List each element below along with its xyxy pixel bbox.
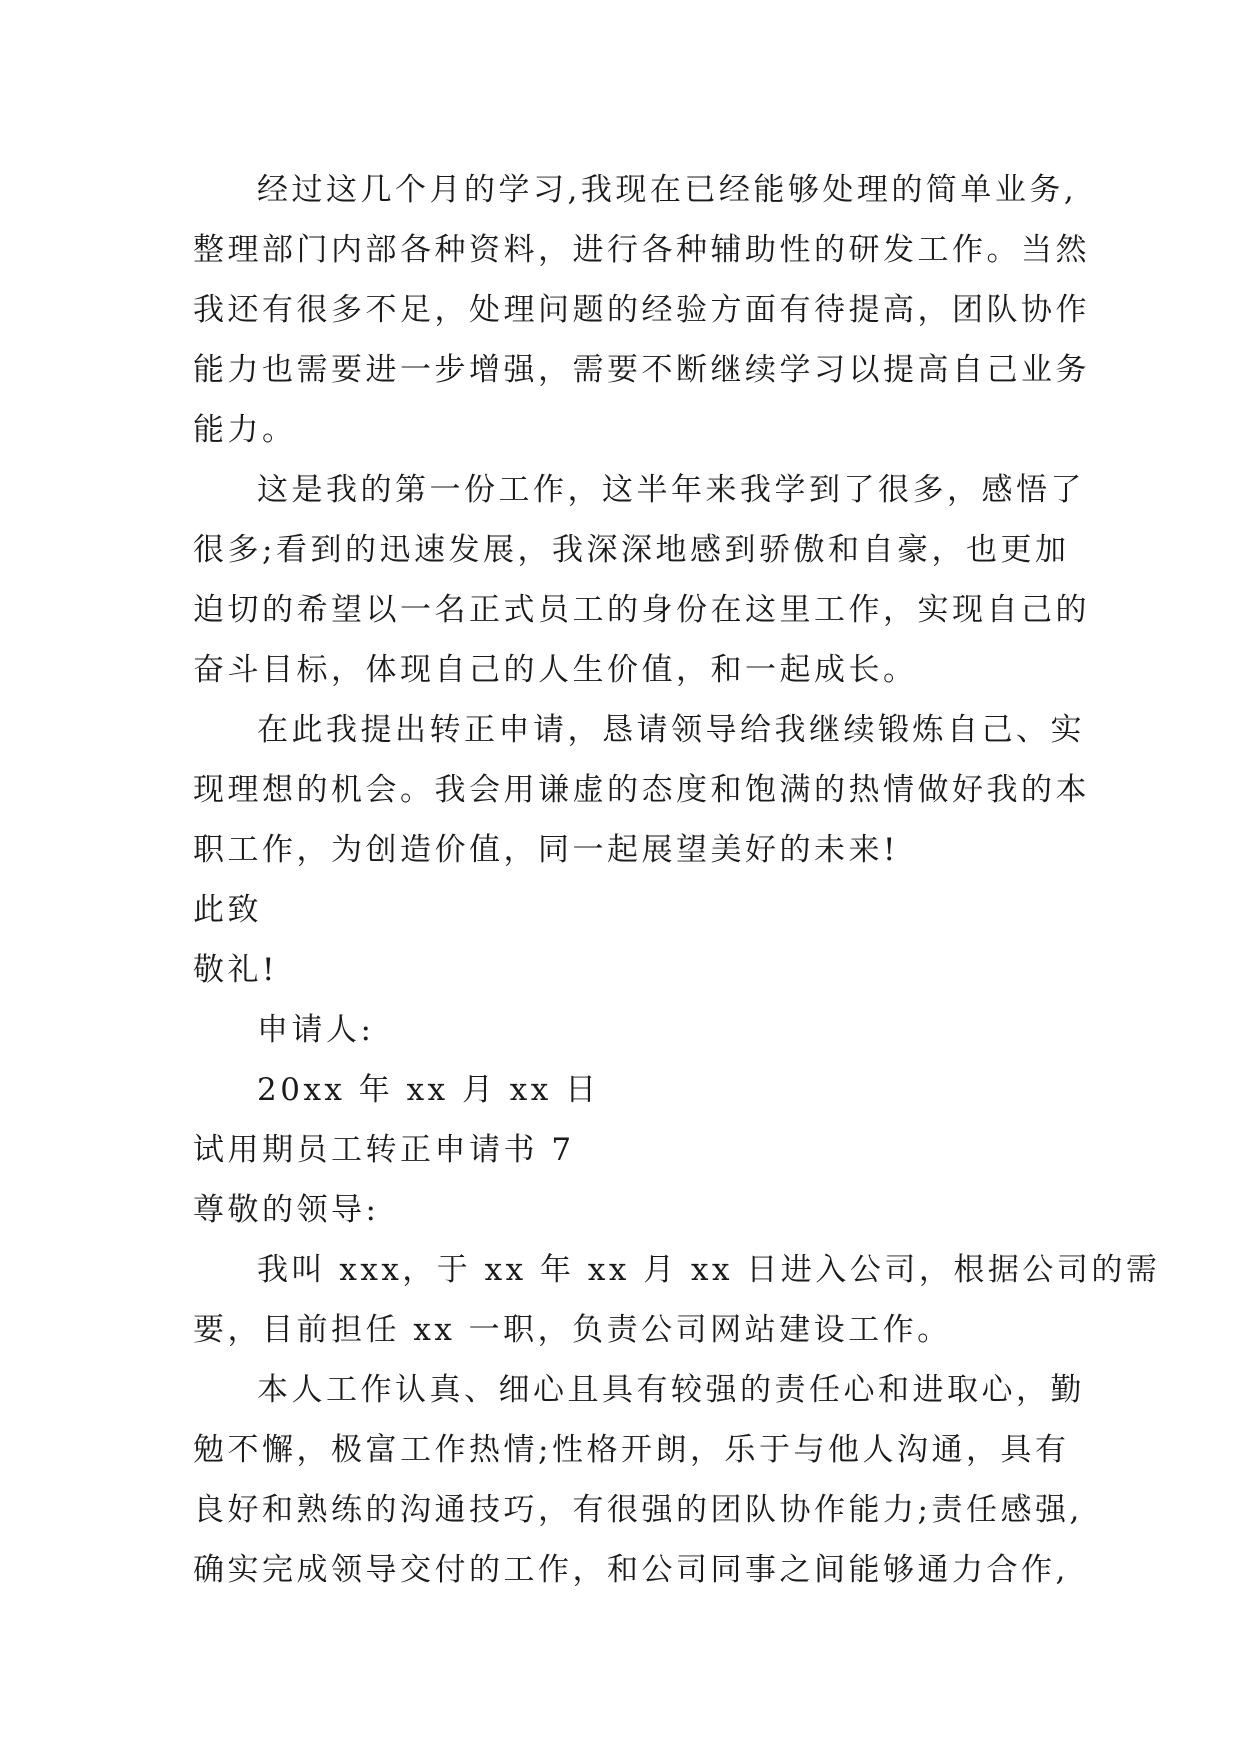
text-line: 此致 <box>193 892 262 928</box>
text-line: 申请人: <box>257 1012 375 1048</box>
text-line: 这是我的第一份工作，这半年来我学到了很多，感悟了 <box>257 472 1085 508</box>
text-line: 我还有很多不足，处理问题的经验方面有待提高，团队协作 <box>193 292 1090 328</box>
text-line: 很多;看到的迅速发展，我深深地感到骄傲和自豪，也更加 <box>193 532 1070 568</box>
document-body <box>193 160 1161 1600</box>
text-line: 确实完成领导交付的工作，和公司同事之间能够通力合作, <box>193 1552 1069 1588</box>
text-line: 我叫 xxx，于 xx 年 xx 月 xx 日进入公司，根据公司的需 <box>257 1252 1161 1288</box>
text-line: 职工作，为创造价值，同一起展望美好的未来! <box>193 832 899 868</box>
text-line: 试用期员工转正申请书 7 <box>193 1132 575 1168</box>
text-line: 能力。 <box>193 412 297 448</box>
text-line: 20xx 年 xx 月 xx 日 <box>257 1072 600 1108</box>
text-line: 勉不懈，极富工作热情;性格开朗，乐于与他人沟通，具有 <box>193 1432 1070 1468</box>
text-line: 整理部门内部各种资料，进行各种辅助性的研发工作。当然 <box>193 232 1090 268</box>
text-line: 迫切的希望以一名正式员工的身份在这里工作，实现自己的 <box>193 592 1090 628</box>
text-line: 在此我提出转正申请，恳请领导给我继续锻炼自己、实 <box>257 712 1085 748</box>
text-line: 现理想的机会。我会用谦虚的态度和饱满的热情做好我的本 <box>193 772 1090 808</box>
text-line: 能力也需要进一步增强，需要不断继续学习以提高自己业务 <box>193 352 1090 388</box>
text-line: 敬礼! <box>193 952 278 988</box>
text-line: 良好和熟练的沟通技巧，有很强的团队协作能力;责任感强, <box>193 1492 1083 1528</box>
text-line: 本人工作认真、细心且具有较强的责任心和进取心，勤 <box>257 1372 1085 1408</box>
text-line: 尊敬的领导: <box>193 1192 380 1228</box>
text-line: 经过这几个月的学习,我现在已经能够处理的简单业务, <box>257 172 1078 208</box>
text-line: 要，目前担任 xx 一职，负责公司网站建设工作。 <box>193 1312 952 1348</box>
text-line: 奋斗目标，体现自己的人生价值，和一起成长。 <box>193 652 918 688</box>
